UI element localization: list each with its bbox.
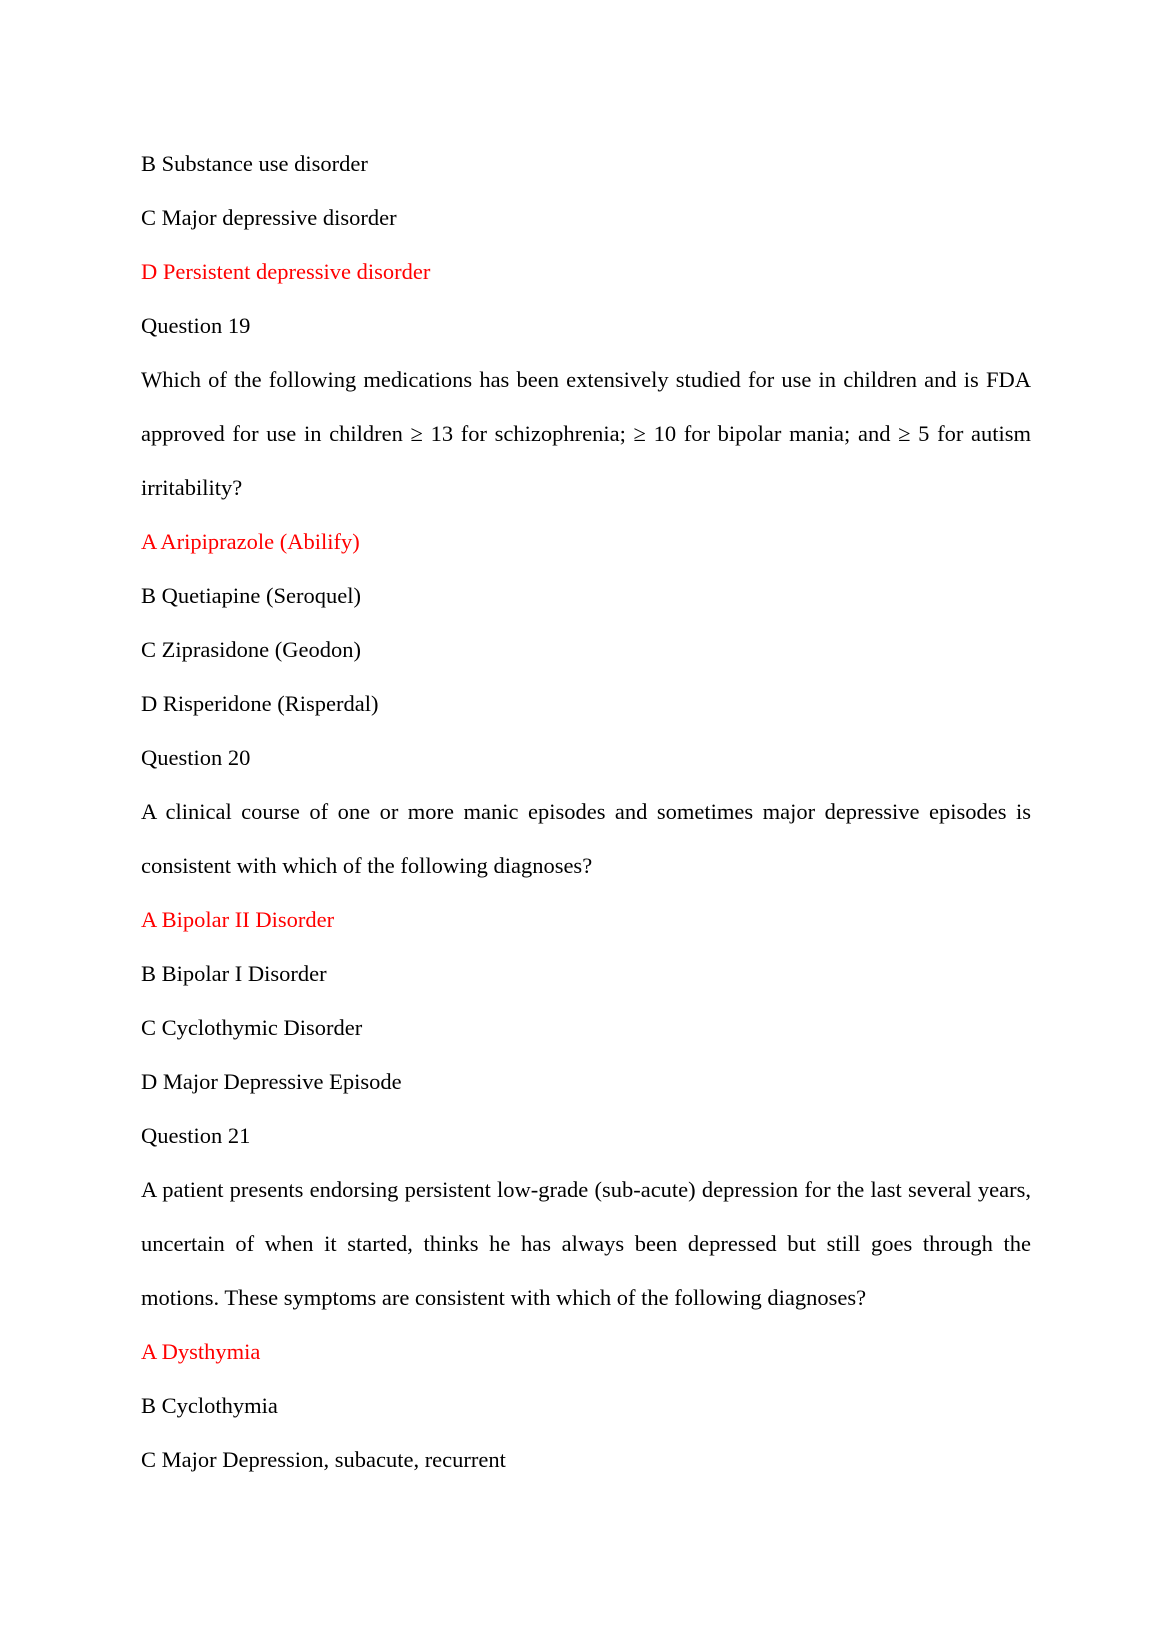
document-content [141,137,1031,1487]
q20-option-b: B Bipolar I Disorder [141,961,327,986]
q21-option-a-correct: A Dysthymia [141,1339,261,1364]
q19-option-c: C Ziprasidone (Geodon) [141,637,361,662]
q18-option-c: C Major depressive disorder [141,205,397,230]
q20-option-a-correct: A Bipolar II Disorder [141,907,335,932]
q19-option-d: D Risperidone (Risperdal) [141,691,379,716]
q20-label: Question 20 [141,745,251,770]
q20-option-c: C Cyclothymic Disorder [141,1015,363,1040]
q19-option-a-correct: A Aripiprazole (Abilify) [141,529,360,554]
q19-option-b: B Quetiapine (Seroquel) [141,583,361,608]
q18-option-d-correct: D Persistent depressive disorder [141,259,431,284]
q21-question-text: A patient presents endorsing persistent low-grade (sub-acute) depression for the last several years, uncertain of when it started, thinks he has always been depressed but still goes through the motions. These symptoms are consistent with which of the following diagnoses? [141,1177,1031,1310]
q20-question-text: A clinical course of one or more manic episodes and sometimes major depressive episodes is consistent with which of the following diagnoses? [141,799,1031,878]
q19-question-text: Which of the following medications has been extensively studied for use in children and is FDA approved for use in children ≥ 13 for schizophrenia; ≥ 10 for bipolar mania; and ≥ 5 for autism irritability? [141,367,1031,500]
q20-option-d: D Major Depressive Episode [141,1069,402,1094]
q21-option-c: C Major Depression, subacute, recurrent [141,1447,506,1472]
q21-option-b: B Cyclothymia [141,1393,278,1418]
q19-label: Question 19 [141,313,251,338]
q21-label: Question 21 [141,1123,251,1148]
q18-option-b: B Substance use disorder [141,151,368,176]
